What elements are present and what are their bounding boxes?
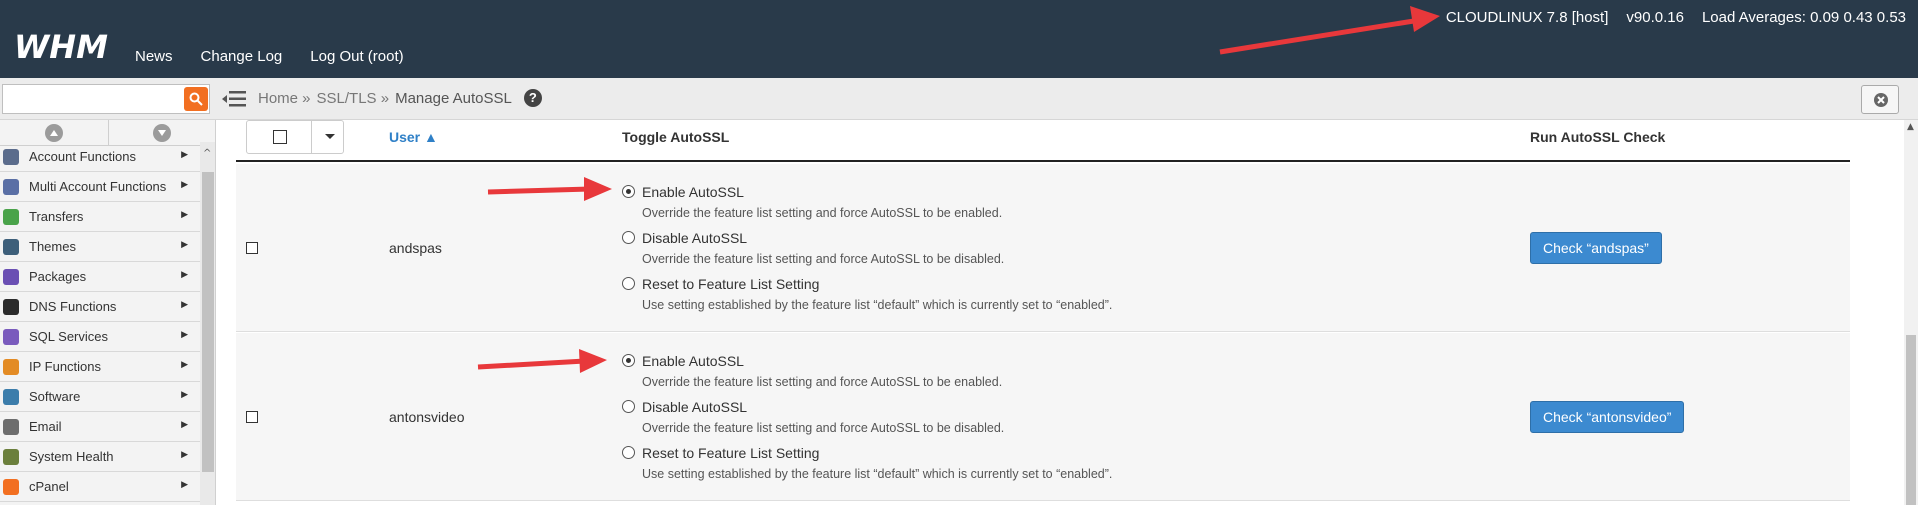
caret-right-icon[interactable]: ▶ <box>181 449 188 459</box>
nav-changelog-link[interactable]: Change Log <box>200 48 283 65</box>
dns-icon <box>3 299 19 315</box>
enable-radio[interactable] <box>622 185 635 198</box>
sidebar-item[interactable] <box>0 292 200 322</box>
system-health-icon <box>3 449 19 465</box>
sidebar-item-label: DNS Functions <box>29 299 117 314</box>
sidebar-item[interactable] <box>0 442 200 472</box>
sidebar-item-label: System Health <box>29 449 114 464</box>
whm-logo[interactable] <box>14 30 118 64</box>
email-icon <box>3 419 19 435</box>
table-row <box>236 164 1850 332</box>
option-label: Reset to Feature List Setting <box>642 276 820 292</box>
table-header <box>236 120 1850 162</box>
ip-icon <box>3 359 19 375</box>
sidebar-item-label: SQL Services <box>29 329 108 344</box>
sidebar-item-label: Themes <box>29 239 76 254</box>
os-info: CLOUDLINUX 7.8 [host] <box>1445 9 1609 26</box>
option-label: Reset to Feature List Setting <box>642 445 820 461</box>
caret-right-icon[interactable]: ▶ <box>181 359 188 369</box>
chevron-down-icon <box>153 124 171 142</box>
load-averages: Load Averages: 0.09 0.43 0.53 <box>1701 9 1906 26</box>
sidebar-item[interactable] <box>0 262 200 292</box>
caret-right-icon[interactable]: ▶ <box>181 299 188 309</box>
transfers-icon <box>3 209 19 225</box>
caret-right-icon[interactable]: ▶ <box>181 239 188 249</box>
top-nav <box>135 48 404 65</box>
sidebar-item[interactable] <box>0 172 200 202</box>
software-icon <box>3 389 19 405</box>
themes-icon <box>3 239 19 255</box>
option-description: Override the feature list setting and force AutoSSL to be disabled. <box>642 421 1005 435</box>
scroll-up-icon[interactable]: ▲ <box>1907 122 1914 132</box>
sidebar-item[interactable] <box>0 202 200 232</box>
page-scrollbar[interactable] <box>1904 120 1918 505</box>
enable-radio[interactable] <box>622 354 635 367</box>
breadcrumb <box>258 89 542 107</box>
username: andspas <box>389 240 442 256</box>
user-column-header[interactable]: User ▲ <box>389 129 438 145</box>
account-functions-icon <box>3 149 19 165</box>
page-title: Manage AutoSSL <box>395 89 512 107</box>
bulk-select-control[interactable] <box>246 120 344 154</box>
sidebar-item[interactable] <box>0 322 200 352</box>
sidebar-item-label: Multi Account Functions <box>29 179 167 194</box>
packages-icon <box>3 269 19 285</box>
top-header <box>0 0 1918 78</box>
row-checkbox[interactable] <box>246 411 258 423</box>
sidebar-menu <box>0 142 200 502</box>
search-button[interactable] <box>184 87 208 111</box>
check-user-button[interactable]: Check “antonsvideo” <box>1530 401 1684 433</box>
chevron-up-icon <box>45 124 63 142</box>
option-description: Override the feature list setting and force AutoSSL to be enabled. <box>642 375 1003 389</box>
reset-radio[interactable] <box>622 446 635 459</box>
caret-right-icon[interactable]: ▶ <box>181 419 188 429</box>
caret-right-icon[interactable]: ▶ <box>181 179 188 189</box>
sidebar-item[interactable] <box>0 142 200 172</box>
divider <box>311 121 312 153</box>
multi-account-icon <box>3 179 19 195</box>
sidebar-item-label: Packages <box>29 269 87 284</box>
toggle-column-header: Toggle AutoSSL <box>622 129 730 145</box>
check-user-button[interactable]: Check “andspas” <box>1530 232 1662 264</box>
option-description: Use setting established by the feature list “default” which is currently set to “enabled”. <box>642 467 1113 481</box>
option-description: Override the feature list setting and force AutoSSL to be disabled. <box>642 252 1005 266</box>
help-icon[interactable]: ? <box>524 89 542 107</box>
close-button[interactable] <box>1861 85 1899 114</box>
caret-right-icon[interactable]: ▶ <box>181 329 188 339</box>
page-scroll-thumb[interactable] <box>1906 335 1916 505</box>
scroll-up-icon[interactable]: ^ <box>203 148 212 159</box>
sidebar-item-label: Email <box>29 419 62 434</box>
sidebar <box>0 120 216 505</box>
logo-text: WHM <box>14 30 108 64</box>
caret-down-icon[interactable] <box>325 134 335 139</box>
caret-right-icon[interactable]: ▶ <box>181 149 188 159</box>
reset-radio[interactable] <box>622 277 635 290</box>
nav-news-link[interactable]: News <box>135 48 173 65</box>
sidebar-item[interactable] <box>0 232 200 262</box>
menu-toggle-icon[interactable] <box>222 90 246 108</box>
option-label: Enable AutoSSL <box>642 184 744 200</box>
search-input[interactable] <box>2 84 210 114</box>
username: antonsvideo <box>389 409 465 425</box>
sidebar-item-label: Account Functions <box>29 149 136 164</box>
caret-right-icon[interactable]: ▶ <box>181 269 188 279</box>
option-label: Enable AutoSSL <box>642 353 744 369</box>
caret-right-icon[interactable]: ▶ <box>181 479 188 489</box>
sidebar-item[interactable] <box>0 352 200 382</box>
close-icon <box>1873 92 1889 108</box>
system-info <box>1446 9 1906 26</box>
disable-radio[interactable] <box>622 231 635 244</box>
option-description: Use setting established by the feature list “default” which is currently set to “enabled”. <box>642 298 1113 312</box>
caret-right-icon[interactable]: ▶ <box>181 209 188 219</box>
option-label: Disable AutoSSL <box>642 230 748 246</box>
select-all-checkbox[interactable] <box>273 130 287 144</box>
table-row <box>236 333 1850 501</box>
option-label: Disable AutoSSL <box>642 399 748 415</box>
sidebar-item[interactable] <box>0 472 200 502</box>
search-icon <box>189 92 203 106</box>
caret-right-icon[interactable]: ▶ <box>181 389 188 399</box>
sql-icon <box>3 329 19 345</box>
cpanel-icon <box>3 479 19 495</box>
breadcrumb-ssl[interactable]: SSL/TLS » <box>316 89 390 107</box>
sidebar-scroll-thumb[interactable] <box>202 172 214 472</box>
sidebar-item-label: Transfers <box>29 209 84 224</box>
option-description: Override the feature list setting and force AutoSSL to be enabled. <box>642 206 1003 220</box>
sidebar-item[interactable] <box>0 412 200 442</box>
sidebar-scrollbar[interactable] <box>200 142 216 505</box>
run-check-column-header: Run AutoSSL Check <box>1530 129 1666 145</box>
main-content <box>236 120 1896 505</box>
disable-radio[interactable] <box>622 400 635 413</box>
sidebar-item-label: cPanel <box>29 479 69 494</box>
sidebar-item-label: Software <box>29 389 81 404</box>
row-checkbox[interactable] <box>246 242 258 254</box>
version-info: v90.0.16 <box>1626 9 1684 26</box>
sidebar-item-label: IP Functions <box>29 359 102 374</box>
nav-logout-link[interactable]: Log Out (root) <box>310 48 404 65</box>
sidebar-item[interactable] <box>0 382 200 412</box>
breadcrumb-home[interactable]: Home » <box>258 89 311 107</box>
breadcrumb-bar <box>0 78 1918 120</box>
